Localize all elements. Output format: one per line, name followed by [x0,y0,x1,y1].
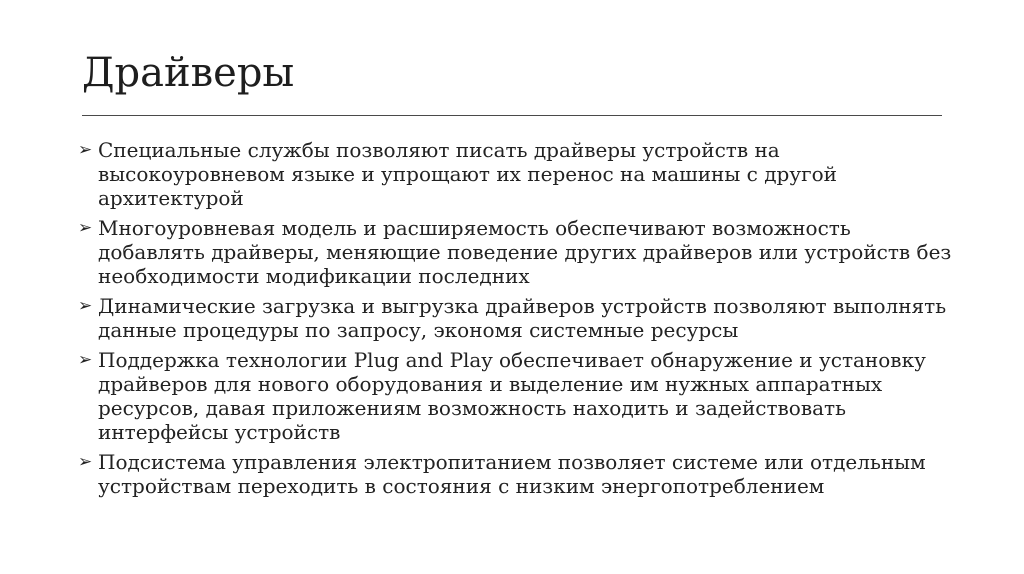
bullet-text: Динамические загрузка и выгрузка драйверов устройств позволяют выполнять данные процедуры по запросу, экономя системные ресурсы [98,294,947,342]
arrow-bullet-icon: ➢ [78,350,93,370]
arrow-bullet-icon: ➢ [78,296,93,316]
bullet-list [76,138,956,504]
title-divider [82,115,942,116]
bullet-item [76,294,956,342]
bullet-text: Специальные службы позволяют писать драйверы устройств на высокоуровневом языке и упрощают их перенос на машины с другой архитектурой [98,138,837,210]
arrow-bullet-icon: ➢ [78,452,93,472]
bullet-item [76,138,956,210]
bullet-text: Подсистема управления электропитанием позволяет системе или отдельным устройствам переходить в состояния с низким энергопотреблением [98,450,926,498]
bullet-item [76,216,956,288]
arrow-bullet-icon: ➢ [78,218,93,238]
arrow-bullet-icon: ➢ [78,140,93,160]
bullet-text: Поддержка технологии Plug and Play обеспечивает обнаружение и установку драйверов для нового оборудования и выделение им нужных аппаратных ресурсов, давая приложениям возможность находить и задействовать интерфейсы устройств [98,348,926,444]
slide-title: Драйверы [82,50,295,96]
bullet-item [76,450,956,498]
bullet-text: Многоуровневая модель и расширяемость обеспечивают возможность добавлять драйверы, меняющие поведение других драйверов или устройств без необходимости модификации последних [98,216,952,288]
bullet-item [76,348,956,444]
